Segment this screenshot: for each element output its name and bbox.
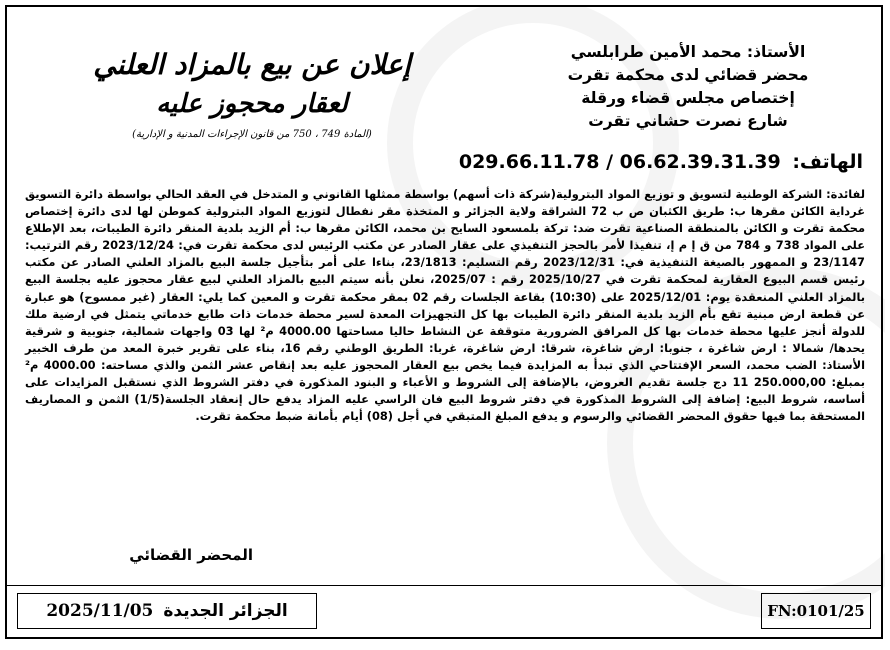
bailiff-jurisdiction: إختصاص مجلس قضاء ورقلة: [581, 89, 795, 107]
footer-divider: [7, 585, 881, 586]
phone-line: [459, 151, 863, 173]
announcement-subtitle: لعقار محجوز عليه: [156, 89, 348, 119]
bailiff-role: محضر قضائي لدى محكمة تقرت: [567, 66, 809, 84]
announcement-body: [25, 186, 865, 425]
newspaper-name: الجزائر الجديدة: [163, 601, 288, 621]
fn-number: FN:0101/25: [767, 602, 865, 620]
newspaper-box: [17, 593, 317, 629]
announcement-page: [5, 5, 883, 639]
body-paragraph: لفائدة: الشركة الوطنية لتسويق و توزيع المواد البترولية(شركة ذات أسهم) بواسطة ممثلها القانوني و المتدخل في العقد الحالي بواسطة دائرة التسويق غرداية الكائن مقرها ب: طريق الكثبان ص ب 72 الشراقة ولاية الجزائر و المتخذة مقر نفطال لتوزيع المواد البترولية كموطن لها لدى دائرة إختصاص محكمة تقرت و الكائن بالمنطقة الصناعية تقرت ضد: تركة بلمسعود السايح بن محمد، الكائن مقرها ب: أم الزيد بلدية المنقر دائرة الطيبات، بعد الإطلاع على المواد 738 و 784 من ق إ م إ، تنفيذا لأمر بالحجز التنفيذي على عقار الصادر عن مكتب الرئيس لدى محكمة تقرت في: 2023/12/24 رقم الترتيب: 23/1147 و الممهور بالصيغة التنفيذية في: 2023/12/31 رقم التسليم: 23/1813، بناءا على أمر بتأجيل جلسة البيع بالمزاد العلني الصادر عن مكتب رئيس قسم البيوع العقارية لمحكمة تقرت في 2025/10/27 رقم : 2025/07، نعلن بأنه سيتم البيع بالمزاد العلني لبيع عقار محجوز عليه بجلسة البيع بالمزاد العلني المنعقدة يوم: 2025/12/01 على (10:30) بقاعة الجلسات رقم 02 بمقر محكمة تقرت و المعين كما يلي: العقار (غير ممسوح) هو عبارة عن قطعة ارض مبنية تقع بأم الزيد بلدية المنقر دائرة الطيبات بها كل التجهيزات المعدة لسير محطة خدمات ذات طابع خدماتي يتمثل في ارضية ملك للدولة أنجز عليها محطة خدمات بها كل المرافق الضرورية متوقفة عن النشاط حاليا مساحتها 4000.00 م² لها 03 واجهات شمالية، جنوبية و شرقية يحدها/ شمالا : ارض شاغرة ، جنوبا: ارض شاغرة، شرقا: ارض شاغرة، غربا: الطريق الوطني رقم 16، بناء على تقرير خبرة المعد من طرف الخبير الأستاذ: الضب محمد، السعر الإفتتاحي الذي تبدأ به المزايدة فيما يخص بيع العقار المحجوز عليه بعد إنقاص عشر الثمن والذي مساحته: 4000.00 م² بمبلغ: 250.000,00 11 دج جلسة تقديم العروض، بالإضافة إلى الشروط و الأعباء و البنود المذكورة في دفتر الشروط الذي نستقبل المزايدات على أساسه، شروط البيع: إضافة إلى الشروط المذكورة في دفتر شروط البيع فان الراسي عليه المزاد يدفع حال إنعقاد الجلسة(1/5) الثمن و المصاريف المستحقة بما فيها حقوق المحضر القضائي والرسوم و يدفع المبلغ المتبقي في أجل (08) أيام بأمانة ضبط محكمة تقرت.: [25, 187, 866, 424]
bailiff-address: شارع نصرت حشاني تقرت: [588, 112, 788, 130]
bailiff-name: الأستاذ: محمد الأمين طرابلسي: [570, 43, 806, 61]
publication-date: 2025/11/05: [46, 601, 154, 621]
fn-box: [761, 593, 871, 629]
phone-label: الهاتف:: [792, 151, 863, 173]
announcement-title: إعلان عن بيع بالمزاد العلني: [93, 48, 411, 81]
announcement-title-block: [67, 45, 437, 140]
legal-article-reference: (المادة 749 ، 750 من قانون الإجراءات المدنية و الإدارية): [132, 129, 372, 140]
bailiff-header: [523, 41, 853, 133]
signature: المحضر القضائي: [129, 546, 253, 564]
phone-numbers: 029.66.11.78 / 06.62.39.31.39: [458, 151, 781, 173]
